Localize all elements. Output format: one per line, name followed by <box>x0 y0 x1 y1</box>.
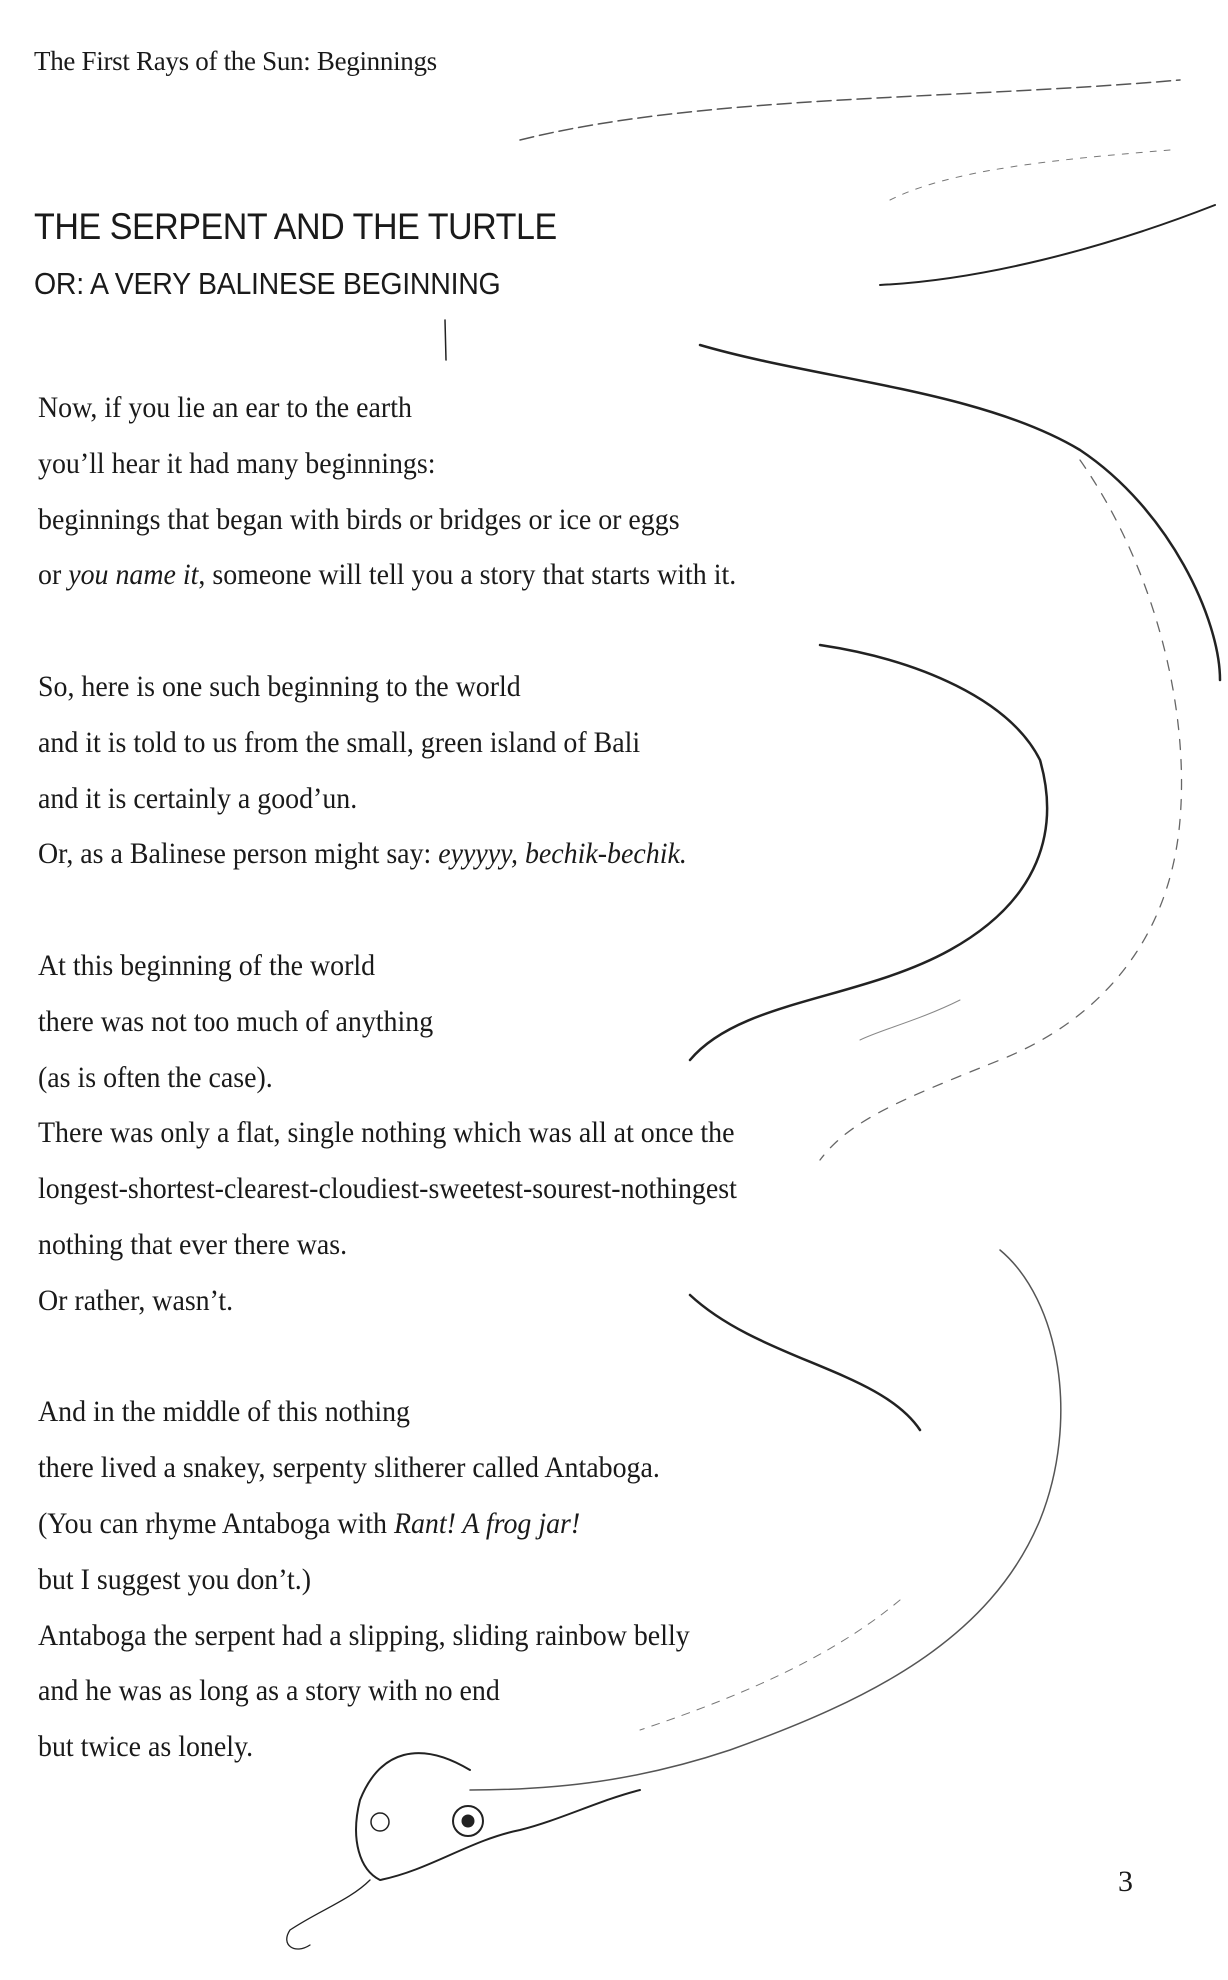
text: And in the middle of this nothing <box>38 1395 410 1429</box>
poem-line <box>38 547 737 603</box>
stanza-break <box>38 882 737 938</box>
poem-line <box>38 1719 737 1775</box>
poem-line <box>38 771 737 827</box>
text: There was only a flat, single nothing which was all at once the <box>38 1116 735 1150</box>
italic-text: eyyyyy, bechik-bechik. <box>438 837 687 871</box>
text: there lived a snakey, serpenty slitherer called Antaboga. <box>38 1451 660 1485</box>
poem-line <box>38 1496 737 1552</box>
text: and he was as long as a story with no end <box>38 1674 500 1708</box>
poem-line <box>38 1161 737 1217</box>
poem-line <box>38 1552 737 1608</box>
text: and it is certainly a good’un. <box>38 781 358 815</box>
poem-line <box>38 1440 737 1496</box>
poem-line <box>38 380 737 436</box>
text: So, here is one such beginning to the world <box>38 669 521 703</box>
text: Or, as a Balinese person might say: <box>38 837 439 871</box>
poem-line <box>38 1217 737 1273</box>
text: there was not too much of anything <box>38 1004 434 1038</box>
text: Now, if you lie an ear to the earth <box>38 391 412 424</box>
text: or <box>38 558 69 592</box>
running-head: The First Rays of the Sun: Beginnings <box>34 46 437 76</box>
text: but I suggest you don’t.) <box>38 1562 312 1596</box>
italic-text: you name it <box>68 558 199 592</box>
poem-line <box>38 436 737 492</box>
poem-line <box>38 938 737 994</box>
text: nothing that ever there was. <box>38 1227 348 1261</box>
text: At this beginning of the world <box>38 948 376 982</box>
text: Antaboga the serpent had a slipping, sliding rainbow belly <box>38 1618 690 1652</box>
poem-body <box>38 380 789 1775</box>
text: beginnings that began with birds or bridges or ice or eggs <box>38 502 680 536</box>
poem-line <box>38 1105 737 1161</box>
chapter-subtitle: OR: A VERY BALINESE BEGINNING <box>34 266 501 301</box>
text: Or rather, wasn’t. <box>38 1283 234 1317</box>
text: (You can rhyme Antaboga with <box>38 1506 394 1540</box>
text: but twice as lonely. <box>38 1730 254 1764</box>
text: , someone will tell you a story that starts with it. <box>198 558 737 592</box>
page-number: 3 <box>1118 1865 1133 1898</box>
text: (as is often the case). <box>38 1060 273 1094</box>
text: and it is told to us from the small, green island of Bali <box>38 725 641 759</box>
poem-line <box>38 715 737 771</box>
stanza-break <box>38 603 737 659</box>
chapter-title: THE SERPENT AND THE TURTLE <box>34 206 557 247</box>
poem-line <box>38 1384 737 1440</box>
italic-text: Rant! A frog jar! <box>393 1506 581 1540</box>
poem-line <box>38 1663 737 1719</box>
poem-line <box>38 826 737 882</box>
text: you’ll hear it had many beginnings: <box>38 446 436 480</box>
text: longest-shortest-clearest-cloudiest-sweetest-sourest-nothingest <box>38 1172 737 1206</box>
poem-line <box>38 994 737 1050</box>
poem-line <box>38 1608 737 1664</box>
poem-line <box>38 492 737 548</box>
poem-line <box>38 1273 737 1329</box>
stanza-break <box>38 1329 737 1385</box>
poem-line <box>38 1050 737 1106</box>
poem-line <box>38 659 737 715</box>
